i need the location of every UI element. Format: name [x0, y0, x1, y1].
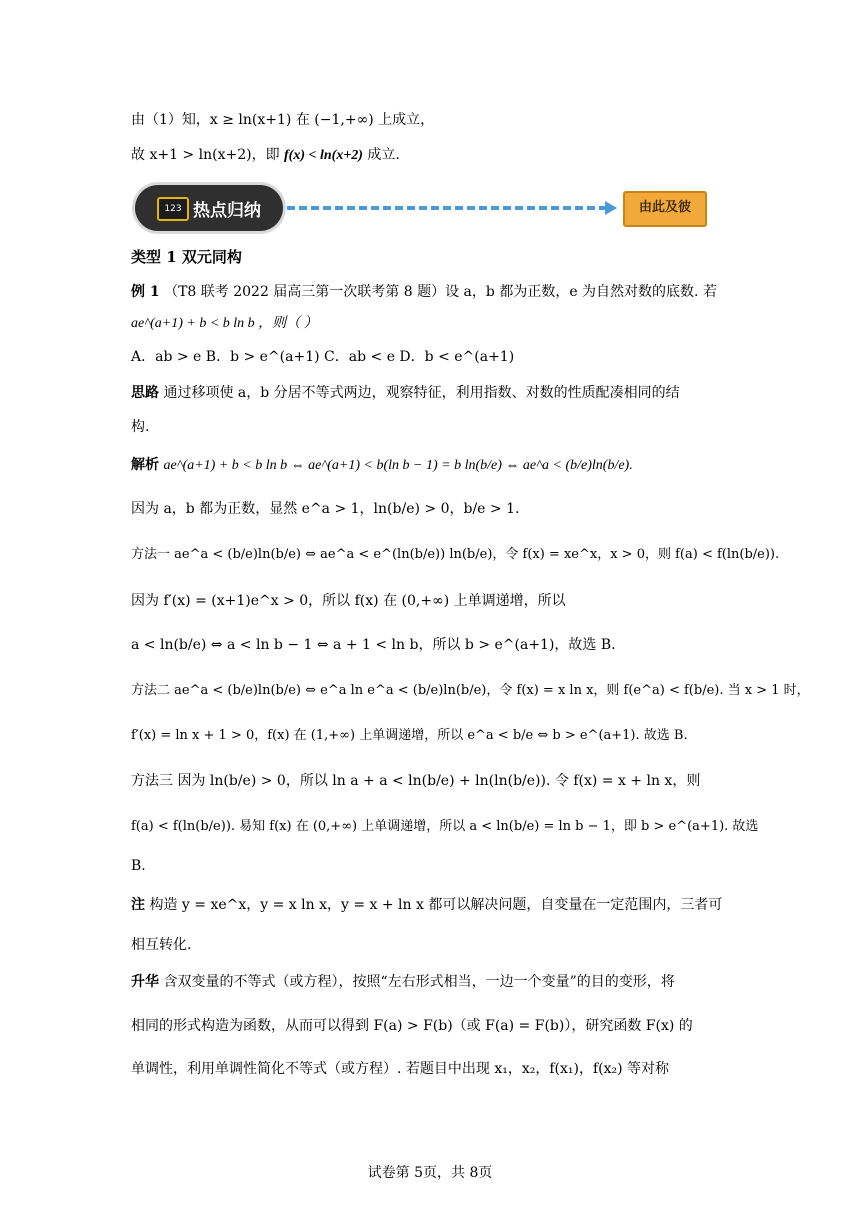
solution-label: 解析 — [131, 457, 159, 473]
example-line-2: ae^(a+1) + b < b ln b ，则（ ） — [131, 316, 318, 331]
note-line-2: 相互转化. — [131, 937, 192, 953]
sublimation-label: 升华 — [131, 974, 159, 990]
note-text: 构造 y = xe^x，y = x ln x，y = x + ln x 都可以解决问题，自变量在一定范围内，三者可 — [149, 897, 723, 913]
intro-line-2-formula: f(x) < ln(x+2) — [284, 148, 363, 163]
solution-line-2: 因为 a，b 都为正数，显然 e^a > 1，ln(b/e) > 0，b/e > 1. — [131, 501, 520, 517]
banner-title: 热点归纳 — [193, 201, 261, 221]
sublimation-text: 含双变量的不等式（或方程），按照“左右形式相当，一边一个变量”的目的变形，将 — [163, 974, 675, 990]
blackboard-icon: 123 — [157, 197, 189, 221]
method2-line-1: 方法二 ae^a < (b/e)ln(b/e) ⇔ e^a ln e^a < (b/e)ln(b/e)，令 f(x) = x ln x，则 f(e^a) < f(b/e). 当 x > 1 时， — [131, 683, 810, 698]
note-line-1 — [131, 895, 722, 915]
method1-line-3: a < ln(b/e) ⇔ a < ln b − 1 ⇔ a + 1 < ln b，所以 b > e^(a+1)，故选 B. — [131, 637, 616, 653]
example-options: A．ab > e B．b > e^(a+1) C．ab < e D．b < e^(a+1) — [131, 349, 515, 365]
method3-line-2: f(a) < f(ln(b/e)). 易知 f(x) 在 (0,+∞) 上单调递增，所以 a < ln(b/e) = ln b − 1，即 b > e^(a+1). 故选 — [131, 819, 759, 834]
banner-pill — [135, 185, 283, 231]
method2-line-2: f′(x) = ln x + 1 > 0，f(x) 在 (1,+∞) 上单调递增，所以 e^a < b/e ⇔ b > e^(a+1). 故选 B. — [131, 728, 688, 743]
intro-line-2 — [131, 145, 400, 166]
solution-formula: ae^(a+1) + b < b ln b ⇔ ae^(a+1) < b(ln b − 1) = b ln(b/e) ⇔ ae^a < (b/e)ln(b/e). — [163, 458, 633, 473]
intro-line-2-text: 故 x+1 > ln(x+2)，即 — [131, 147, 285, 163]
idea-line-2: 构. — [131, 419, 150, 435]
method1-line-2: 因为 f′(x) = (x+1)e^x > 0，所以 f(x) 在 (0,+∞) 上单调递增，所以 — [131, 593, 566, 609]
banner-tag: 由此及彼 — [623, 191, 707, 227]
sublimation-line-2: 相同的形式构造为函数，从而可以得到 F(a) > F(b)（或 F(a) = F(b)），研究函数 F(x) 的 — [131, 1018, 693, 1034]
method3-line-1: 方法三 因为 ln(b/e) > 0，所以 ln a + a < ln(b/e) + ln(ln(b/e)). 令 f(x) = x + ln x，则 — [131, 773, 701, 789]
example-text: （T8 联考 2022 届高三第一次联考第 8 题）设 a，b 都为正数，e 为自然对数的底数. 若 — [164, 284, 717, 300]
sublimation-line-1 — [131, 972, 675, 992]
sublimation-line-3: 单调性，利用单调性简化不等式（或方程）. 若题目中出现 x₁，x₂，f(x₁)，f(x₂) 等对称 — [131, 1061, 670, 1077]
idea-line-1 — [131, 383, 680, 403]
page-footer: 试卷第 5页，共 8页 — [367, 1165, 493, 1181]
method1-line-1: 方法一 ae^a < (b/e)ln(b/e) ⇔ ae^a < e^(ln(b/e)) ln(b/e)，令 f(x) = xe^x，x > 0，则 f(a) < f(ln(b/e)). — [131, 547, 780, 562]
example-label: 例 1 — [131, 284, 160, 300]
intro-line-1: 由（1）知，x ≥ ln(x+1) 在 (−1,+∞) 上成立， — [131, 112, 435, 128]
intro-line-2-tail: 成立. — [362, 147, 400, 163]
note-label: 注 — [131, 897, 145, 913]
section-title: 类型 1 双元同构 — [131, 248, 242, 266]
banner-dashed-line — [287, 206, 607, 210]
hot-summary-banner — [135, 185, 705, 233]
idea-label: 思路 — [131, 385, 159, 401]
arrow-right-icon — [605, 201, 617, 215]
solution-line-1 — [131, 455, 633, 476]
method3-line-3: B. — [131, 858, 146, 874]
idea-text: 通过移项使 a，b 分居不等式两边，观察特征，利用指数、对数的性质配凑相同的结 — [163, 385, 680, 401]
example-line-1 — [131, 282, 717, 302]
